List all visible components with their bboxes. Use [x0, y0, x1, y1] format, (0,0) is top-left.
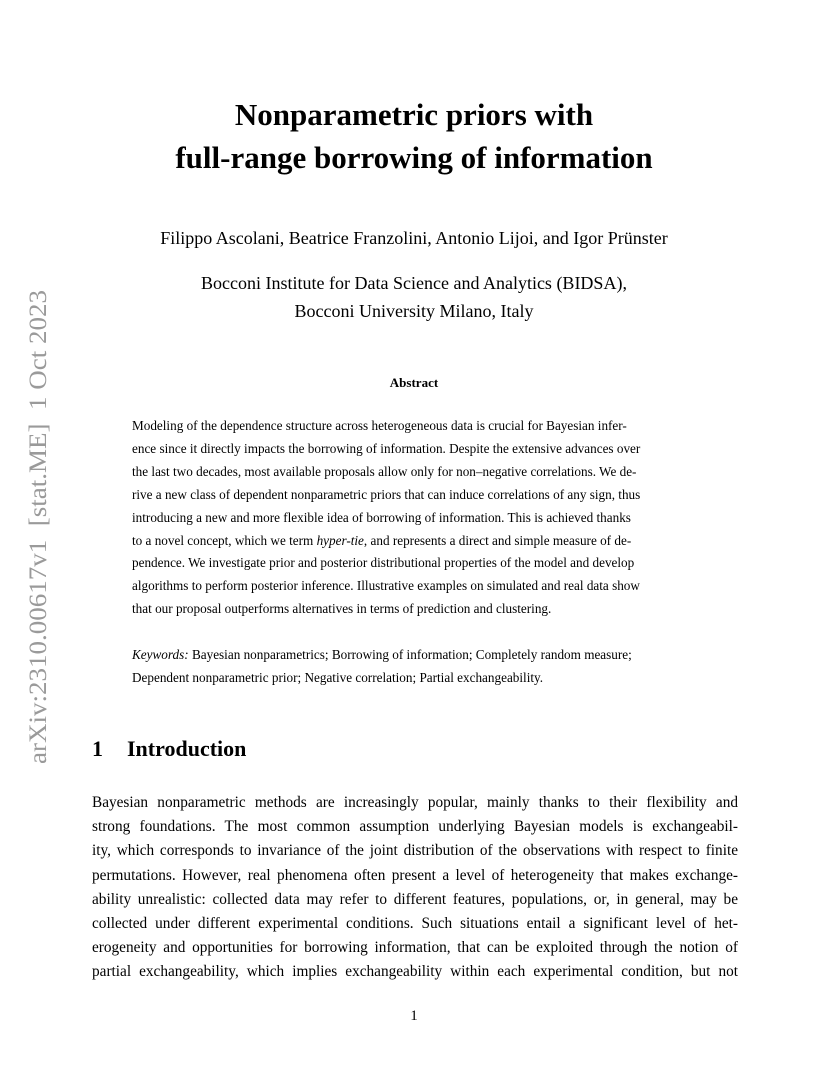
intro-line: partial exchangeability, which implies exchangeability within each experimental condition, but not — [92, 963, 738, 981]
abstract-line: pendence. We investigate prior and posterior distributional properties of the model and develop — [132, 555, 635, 571]
intro-line: erogeneity and opportunities for borrowing information, that can be exploited through the notion of — [92, 939, 738, 957]
section-number: 1 — [92, 736, 103, 761]
hyper-tie-term: hyper-tie — [316, 532, 364, 548]
introduction-paragraph — [92, 791, 738, 985]
affiliation-line-2: Bocconi University Milano, Italy — [294, 301, 534, 321]
affiliation — [90, 269, 738, 325]
abstract-line: algorithms to perform posterior inference. Illustrative examples on simulated and real data show — [132, 578, 640, 594]
arxiv-identifier-stamp — [20, 290, 52, 764]
intro-line: ity, which corresponds to invariance of the joint distribution of the observations with respect to finite — [92, 842, 738, 860]
abstract-line-text: to a novel concept, which we term — [132, 532, 317, 548]
abstract-body — [132, 415, 698, 621]
intro-line: Bayesian nonparametric methods are increasingly popular, mainly thanks to their flexibility and — [92, 794, 738, 811]
abstract-line: introducing a new and more flexible idea of borrowing of information. This is achieved thanks — [132, 509, 631, 525]
abstract-heading: Abstract — [389, 375, 439, 390]
intro-line: strong foundations. The most common assumption underlying Bayesian models is exchangeabil- — [92, 818, 738, 836]
section-title: Introduction — [127, 736, 247, 761]
section-heading-introduction — [92, 734, 246, 764]
keywords-line-2: Dependent nonparametric prior; Negative correlation; Partial exchangeability. — [132, 669, 544, 685]
keywords-text: Bayesian nonparametrics; Borrowing of information; Completely random measure; — [191, 647, 632, 662]
keywords-label: Keywords: — [132, 647, 189, 662]
abstract-line: ence since it directly impacts the borrowing of information. Despite the extensive advances over — [132, 440, 641, 456]
keywords-line-1 — [132, 644, 698, 667]
intro-line: collected under different experimental conditions. Such situations entail a significant level of het- — [92, 915, 738, 933]
author-list: Filippo Ascolani, Beatrice Franzolini, Antonio Lijoi, and Igor Prünster — [160, 228, 668, 248]
title-line-2: full-range borrowing of information — [175, 140, 653, 175]
abstract-line: Modeling of the dependence structure across heterogeneous data is crucial for Bayesian infer- — [132, 418, 627, 433]
abstract-line: that our proposal outperforms alternatives in terms of prediction and clustering. — [132, 601, 552, 617]
arxiv-stamp-text: arXiv:2310.00617v1 [stat.ME] 1 Oct 2023 — [25, 325, 52, 764]
page-number: 1 — [410, 1008, 418, 1024]
keywords — [132, 644, 698, 690]
intro-line: ability unrealistic: collected data may refer to different features, populations, or, in general, may be — [92, 890, 738, 908]
intro-line: permutations. However, real phenomena often present a level of heterogeneity that makes exchange- — [92, 866, 738, 884]
affiliation-line-1: Bocconi Institute for Data Science and Analytics (BIDSA), — [201, 273, 627, 293]
abstract-line: rive a new class of dependent nonparametric priors that can induce correlations of any sign, thus — [132, 486, 641, 502]
abstract-line — [132, 530, 698, 553]
title-line-1: Nonparametric priors with — [234, 97, 594, 132]
paper-title — [90, 93, 738, 179]
abstract-line-text: , and represents a direct and simple measure of de- — [363, 532, 632, 548]
abstract-line: the last two decades, most available proposals allow only for non–negative correlations. We de- — [132, 463, 637, 479]
